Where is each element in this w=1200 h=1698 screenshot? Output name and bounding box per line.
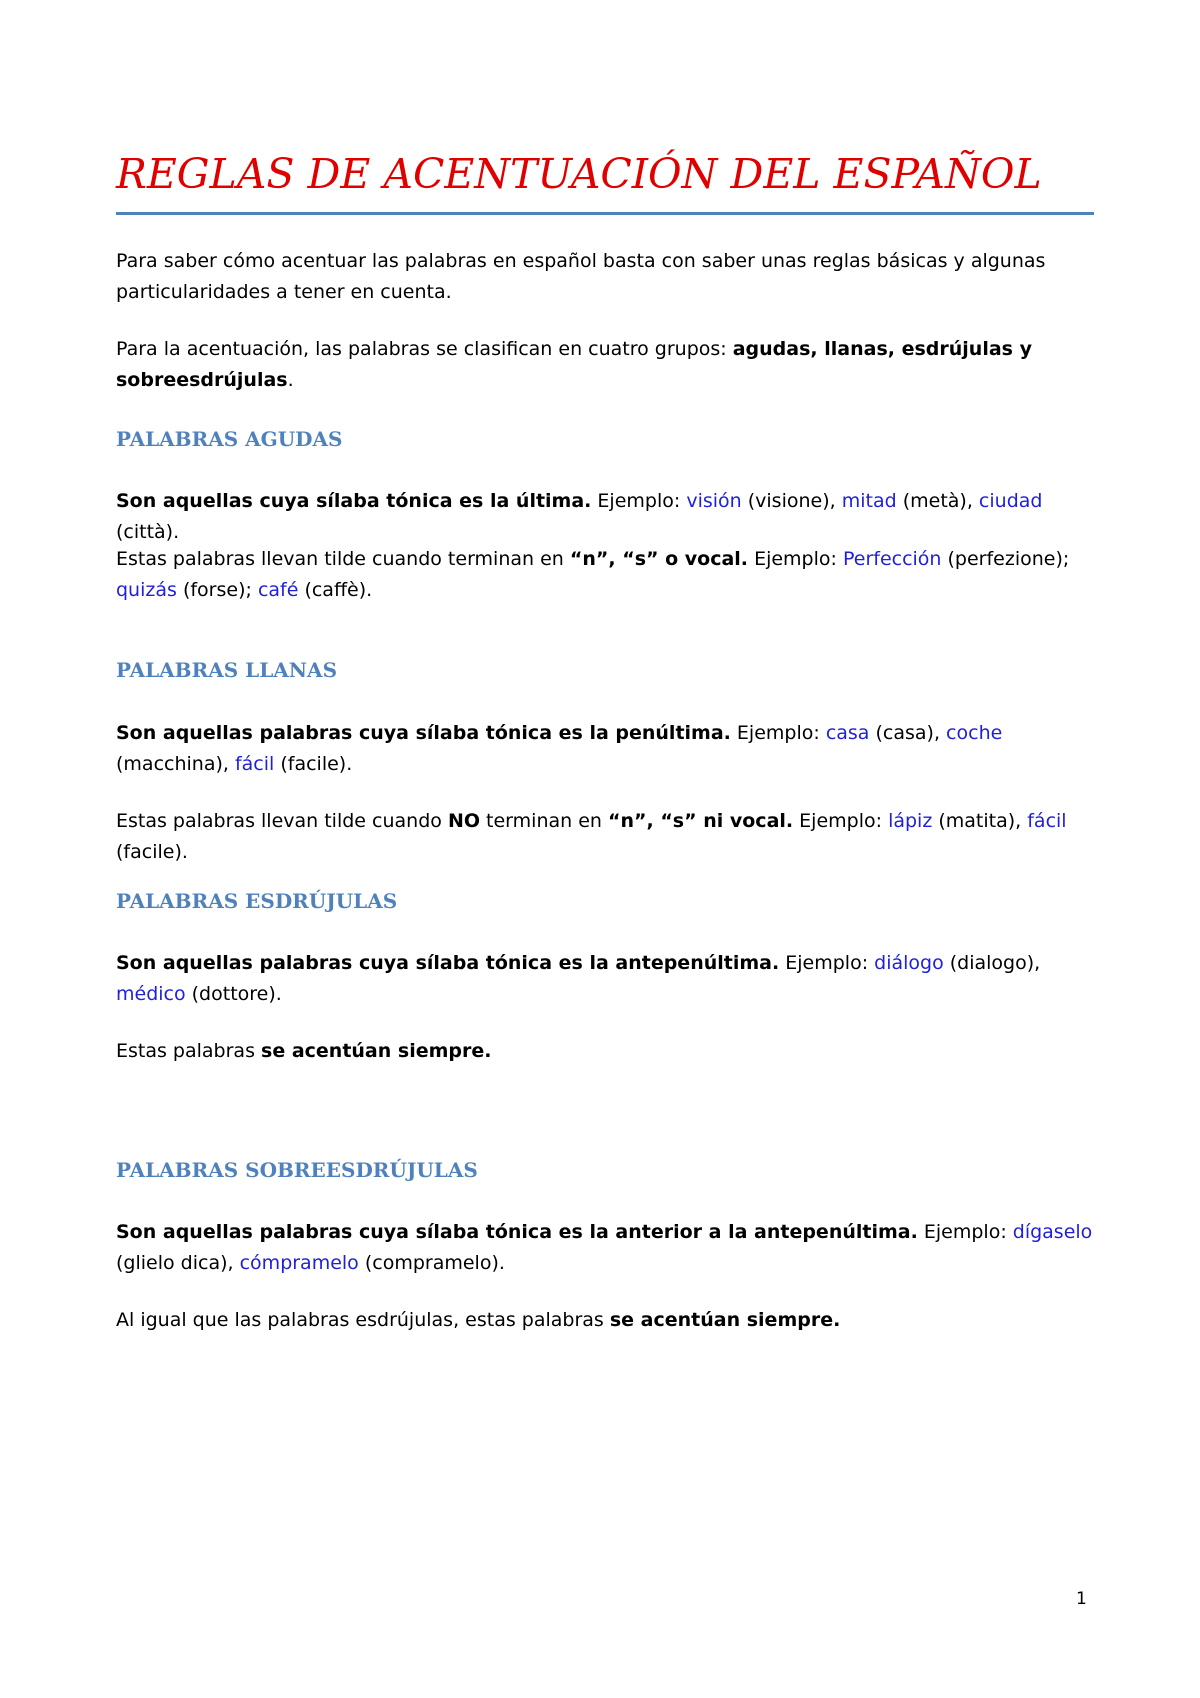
agudas-definition-bold: Son aquellas cuya sílaba tónica es la última. xyxy=(116,490,592,512)
separator: ; xyxy=(245,579,258,601)
example-translation: (compramelo) xyxy=(358,1252,499,1274)
example-word: cómpramelo xyxy=(239,1252,359,1274)
document-title: REGLAS DE ACENTUACIÓN DEL ESPAÑOL xyxy=(116,150,1042,198)
example-translation: (macchina) xyxy=(116,753,223,775)
intro-text-2 xyxy=(116,334,1094,396)
separator: , xyxy=(829,490,842,512)
example-word: fácil xyxy=(234,753,275,775)
rule-text: Estas palabras llevan tilde cuando xyxy=(116,810,448,832)
separator: , xyxy=(933,722,947,744)
agudas-rule xyxy=(116,544,1094,606)
example-label: Ejemplo: xyxy=(730,722,826,744)
heading-sobreesdrujulas: PALABRAS SOBREESDRÚJULAS xyxy=(116,1158,478,1182)
example-translation: (facile) xyxy=(116,841,182,863)
llanas-rule-text xyxy=(116,806,1094,868)
intro-text-1: Para saber cómo acentuar las palabras en español basta con saber unas reglas básicas y algunas particularidades a tener en cuenta. xyxy=(116,250,1046,303)
example-translation: (forse) xyxy=(176,579,246,601)
example-word: mitad xyxy=(841,490,897,512)
esdrujulas-definition xyxy=(116,948,1094,1010)
rule-bold: “n”, “s” ni vocal. xyxy=(607,810,794,832)
heading-llanas: PALABRAS LLANAS xyxy=(116,658,338,682)
separator: ; xyxy=(1062,548,1070,570)
intro-paragraph-1 xyxy=(116,246,1094,308)
example-label: Ejemplo: xyxy=(748,548,843,570)
esdrujulas-definition-text xyxy=(116,948,1094,1010)
example-word: casa xyxy=(825,722,870,744)
llanas-definition xyxy=(116,718,1094,780)
esdrujulas-rule xyxy=(116,1036,1094,1067)
separator: , xyxy=(222,753,235,775)
section-agudas-heading xyxy=(116,424,1094,454)
period: . xyxy=(498,1252,505,1274)
example-translation: (dottore) xyxy=(185,983,276,1005)
section-esdrujulas-heading xyxy=(116,886,1094,916)
period: . xyxy=(346,753,353,775)
example-translation: (visione) xyxy=(741,490,830,512)
agudas-rule-text xyxy=(116,544,1094,606)
example-translation: (città) xyxy=(116,521,174,543)
example-translation: (metà) xyxy=(896,490,967,512)
example-word: diálogo xyxy=(874,952,944,974)
rule-text: Estas palabras xyxy=(116,1040,262,1062)
example-translation: (perfezione) xyxy=(941,548,1063,570)
separator: , xyxy=(227,1252,240,1274)
rule-bold: “n”, “s” o vocal. xyxy=(569,548,749,570)
example-translation: (caffè) xyxy=(298,579,367,601)
example-label: Ejemplo: xyxy=(591,490,687,512)
llanas-rule xyxy=(116,806,1094,868)
period: . xyxy=(173,521,180,543)
sobreesdrujulas-definition xyxy=(116,1217,1094,1279)
sobreesdrujulas-definition-bold: Son aquellas palabras cuya sílaba tónica es la anterior a la antepenúltima. xyxy=(116,1221,918,1243)
example-word: médico xyxy=(116,983,186,1005)
example-translation: (facile) xyxy=(274,753,347,775)
example-translation: (casa) xyxy=(869,722,934,744)
sobreesdrujulas-definition-text xyxy=(116,1217,1094,1279)
heading-esdrujulas: PALABRAS ESDRÚJULAS xyxy=(116,889,398,913)
rule-text: Estas palabras llevan tilde cuando terminan en xyxy=(116,548,570,570)
example-word: Perfección xyxy=(842,548,942,570)
llanas-definition-text xyxy=(116,718,1094,780)
rule-text: terminan en xyxy=(480,810,608,832)
intro-p2-text: Para la acentuación, las palabras se clasifican en cuatro grupos: xyxy=(116,338,733,360)
example-word: quizás xyxy=(116,579,177,601)
example-word: fácil xyxy=(1027,810,1067,832)
example-translation: (dialogo) xyxy=(943,952,1035,974)
example-word: dígaselo xyxy=(1012,1221,1093,1243)
sobreesdrujulas-rule-text xyxy=(116,1305,1094,1336)
separator: , xyxy=(1034,952,1041,974)
period: . xyxy=(181,841,188,863)
rule-bold: se acentúan siempre. xyxy=(261,1040,492,1062)
example-label: Ejemplo: xyxy=(779,952,875,974)
example-word: ciudad xyxy=(978,490,1043,512)
title-underline-rule xyxy=(116,212,1094,215)
page-number: 1 xyxy=(1076,1589,1087,1609)
heading-agudas: PALABRAS AGUDAS xyxy=(116,427,343,451)
intro-p2-end: . xyxy=(287,369,294,391)
agudas-definition xyxy=(116,486,1094,548)
example-word: lápiz xyxy=(888,810,933,832)
example-word: visión xyxy=(686,490,742,512)
separator: , xyxy=(966,490,979,512)
section-llanas-heading xyxy=(116,655,1094,685)
example-label: Ejemplo: xyxy=(793,810,889,832)
llanas-definition-bold: Son aquellas palabras cuya sílaba tónica es la penúltima. xyxy=(116,722,731,744)
example-translation: (glielo dica) xyxy=(116,1252,228,1274)
section-sobreesdrujulas-heading xyxy=(116,1155,1094,1185)
rule-bold: NO xyxy=(447,810,480,832)
esdrujulas-definition-bold: Son aquellas palabras cuya sílaba tónica es la antepenúltima. xyxy=(116,952,780,974)
intro-paragraph-2 xyxy=(116,334,1094,396)
rule-bold: se acentúan siempre. xyxy=(609,1309,841,1331)
rule-text: Al igual que las palabras esdrújulas, estas palabras xyxy=(116,1309,610,1331)
intro-p2-groups: agudas, llanas, esdrújulas y sobreesdrújulas xyxy=(116,338,1032,391)
example-word: café xyxy=(257,579,299,601)
period: . xyxy=(366,579,373,601)
agudas-definition-text xyxy=(116,486,1094,548)
sobreesdrujulas-rule xyxy=(116,1305,1094,1336)
example-label: Ejemplo: xyxy=(917,1221,1013,1243)
example-word: coche xyxy=(946,722,1003,744)
example-translation: (matita) xyxy=(932,810,1016,832)
separator: , xyxy=(1015,810,1028,832)
esdrujulas-rule-text xyxy=(116,1036,1094,1067)
period: . xyxy=(275,983,282,1005)
